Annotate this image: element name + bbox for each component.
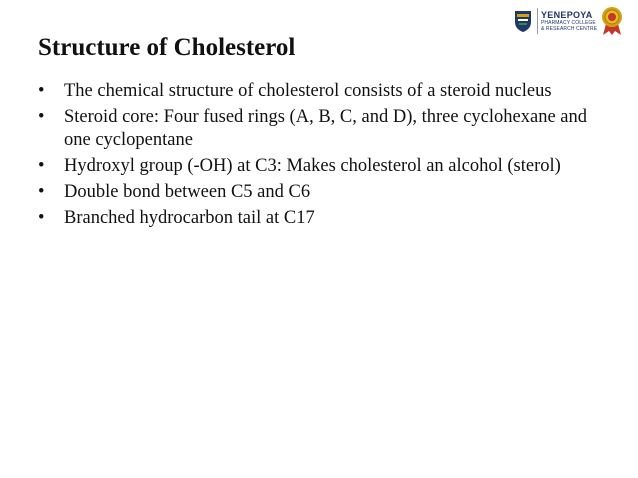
naac-a-plus-badge-icon	[600, 6, 624, 36]
bullet-text: The chemical structure of cholesterol consists of a steroid nucleus	[64, 81, 552, 101]
list-item	[38, 155, 598, 178]
bullet-icon: •	[38, 208, 45, 228]
bullet-text: Branched hydrocarbon tail at C17	[64, 208, 315, 228]
bullet-text: Hydroxyl group (-OH) at C3: Makes cholesterol an alcohol (sterol)	[64, 156, 561, 176]
bullet-icon: •	[38, 156, 45, 176]
logo-text	[541, 11, 597, 32]
bullet-icon: •	[38, 81, 45, 101]
logo-sub-line1: PHARMACY COLLEGE	[541, 19, 596, 26]
list-item	[38, 106, 598, 152]
list-item	[38, 181, 598, 204]
logo-main-text: YENEPOYA	[541, 9, 593, 20]
university-crest-icon	[512, 8, 534, 34]
list-item	[38, 207, 598, 230]
slide-title: Structure of Cholesterol	[38, 34, 296, 61]
bullet-list	[38, 80, 598, 233]
bullet-icon: •	[38, 107, 45, 127]
institution-logo	[512, 4, 632, 38]
bullet-text: Double bond between C5 and C6	[64, 182, 311, 202]
list-item	[38, 80, 598, 103]
logo-sub-line2: & RESEARCH CENTRE	[541, 25, 598, 32]
logo-divider	[537, 8, 538, 34]
bullet-text: Steroid core: Four fused rings (A, B, C, and D), three cyclohexane and one cyclopentane	[64, 107, 587, 150]
bullet-icon: •	[38, 182, 45, 202]
